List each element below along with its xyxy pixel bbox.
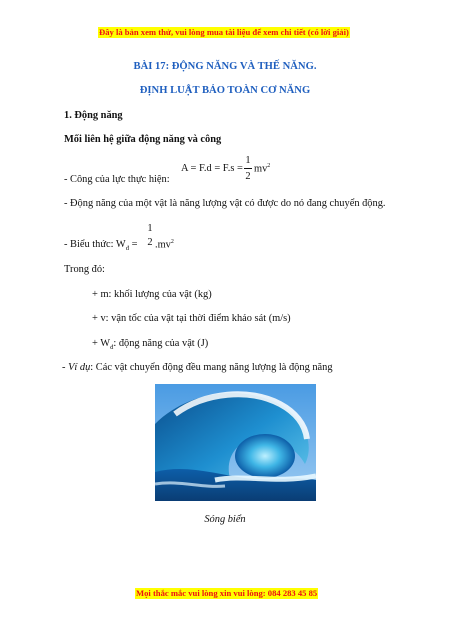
- example-italic: Ví dụ: [68, 362, 91, 373]
- expression-line: [64, 239, 137, 252]
- expression-power: 2: [170, 239, 174, 245]
- section-heading: 1. Động năng: [64, 110, 123, 121]
- list-item: + v: vận tốc của vật tại thời điểm khảo sát (m/s): [92, 313, 291, 324]
- expression-label: - Biểu thức: W: [64, 239, 126, 250]
- subsection-heading: Mối liên hệ giữa động năng và công: [64, 134, 222, 145]
- ocean-wave-illustration: [155, 384, 316, 501]
- expression-subscript: đ: [125, 245, 129, 253]
- expression-numerator: 1: [147, 223, 153, 234]
- work-formula-numerator: 1: [245, 155, 251, 166]
- lesson-subtitle: ĐỊNH LUẬT BẢO TOÀN CƠ NĂNG: [139, 85, 311, 96]
- preview-notice: Đây là bản xem thử, vui lòng mua tài liệu để xem chi tiết (có lời giải): [99, 27, 349, 37]
- expression-tail: [155, 239, 174, 250]
- work-formula-denominator: 2: [245, 171, 251, 182]
- expression-equals: =: [128, 239, 138, 250]
- expression-mv: .mv: [155, 239, 171, 251]
- item-wd-prefix: + W: [92, 338, 111, 349]
- item-wd-suffix: : động năng của vật (J): [113, 338, 209, 349]
- lesson-title: BÀI 17: ĐỘNG NĂNG VÀ THẾ NĂNG.: [133, 61, 317, 72]
- work-formula-tail: [254, 163, 270, 174]
- where-label: Trong đó:: [64, 264, 105, 275]
- list-item: [92, 338, 208, 351]
- kinetic-energy-definition: - Động năng của một vật là năng lượng vật có được do nó đang chuyển động.: [64, 198, 386, 209]
- work-label: - Công của lực thực hiện:: [64, 174, 170, 185]
- work-formula-mv: mv: [254, 163, 268, 175]
- work-formula-fraction-bar: [244, 168, 252, 169]
- item-wd-subscript: đ: [110, 344, 114, 352]
- expression-fraction-bar: [146, 235, 154, 236]
- expression-denominator: 2: [147, 237, 153, 248]
- example-text: : Các vật chuyển động đều mang năng lượng là động năng: [90, 362, 333, 373]
- example-prefix: -: [62, 362, 69, 373]
- example-line: [62, 362, 333, 373]
- contact-notice: Mọi thắc mắc vui lòng xin vui lòng: 084 283 45 85: [136, 588, 318, 598]
- ocean-wave-image: [155, 384, 316, 501]
- work-formula-power: 2: [267, 163, 271, 169]
- list-item: + m: khối lượng của vật (kg): [92, 289, 212, 300]
- work-formula-lhs: A = F.d = F.s =: [181, 163, 243, 174]
- image-caption: Sóng biển: [204, 514, 246, 525]
